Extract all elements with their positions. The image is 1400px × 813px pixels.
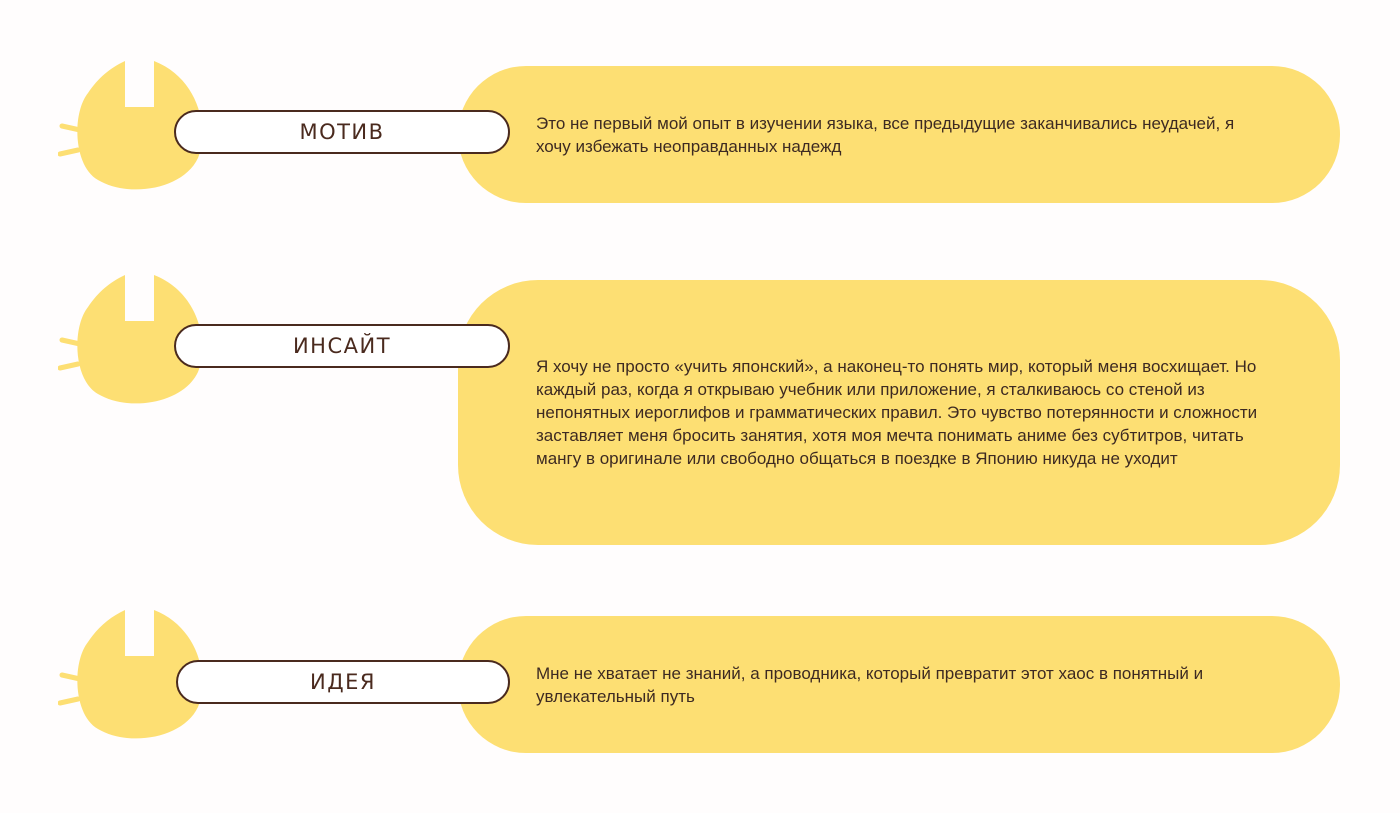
insight-card — [458, 280, 1340, 545]
insight-label: ИНСАЙТ — [292, 334, 392, 358]
insight-text: Я хочу не просто «учить японский», а наконец-то понять мир, который меня восхищает. Но каждый раз, когда я открываю учебник или приложение, я сталкиваюсь со стеной из непонятных иероглифов и грамматических правил. Это чувство потерянности и сложности заставляет меня бросить занятия, хотя моя мечта понимать аниме без субтитров, читать мангу в оригинале или свободно общаться в поездке в Японию никуда не уходит — [536, 357, 1258, 468]
motive-label-pill — [174, 110, 510, 154]
insight-label-pill — [174, 324, 510, 368]
idea-label-pill — [176, 660, 510, 704]
motive-text: Это не первый мой опыт в изучении языка, все предыдущие заканчивались неудачей, я хочу избежать неоправданных надежд — [536, 113, 1235, 156]
idea-text: Мне не хватает не знаний, а проводника, который превратит этот хаос в понятный и увлекательный путь — [536, 663, 1204, 706]
idea-card — [458, 616, 1340, 753]
motive-card — [458, 66, 1340, 203]
idea-label: ИДЕЯ — [310, 670, 376, 694]
motive-label: МОТИВ — [299, 120, 385, 144]
